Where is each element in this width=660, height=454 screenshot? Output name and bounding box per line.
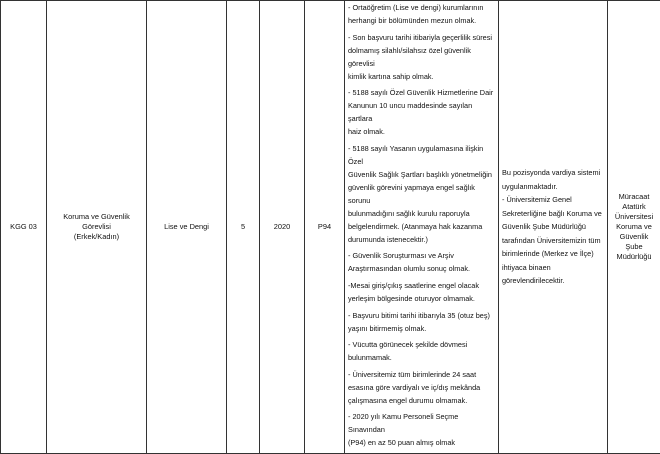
requirement-line: haiz olmak.	[348, 125, 495, 138]
note-line: Sekreterliğine bağlı Koruma ve	[502, 207, 604, 221]
requirement-item	[348, 338, 495, 364]
requirement-line: çalışmasına engel durumu olmamak.	[348, 394, 495, 407]
requirement-line: belgelendirmek. (Atanmaya hak kazanma	[348, 220, 495, 233]
requirement-line: (P94) en az 50 puan almış olmak	[348, 436, 495, 449]
requirement-item	[348, 142, 495, 246]
education-level: Lise ve Dengi	[147, 1, 227, 454]
position-code: KGG 03	[1, 1, 47, 454]
application-unit	[608, 1, 660, 454]
requirement-line: dolmamış silahlı/silahsız özel güvenlik görevlisi	[348, 44, 495, 70]
note-line: - Üniversitemiz Genel	[502, 193, 604, 207]
position-title	[47, 1, 147, 454]
note-line: Bu pozisyonda vardiya sistemi	[502, 166, 604, 180]
requirement-line: - Başvuru bitimi tarihi itibarıyla 35 (otuz beş)	[348, 309, 495, 322]
requirement-line: Kanunun 10 uncu maddesinde sayılan şartlara	[348, 99, 495, 125]
requirement-item	[348, 410, 495, 449]
note-line: birimlerinde (Merkez ve İlçe)	[502, 247, 604, 261]
application-unit-line: Koruma ve Güvenlik Şube	[611, 222, 657, 252]
requirement-line: - Ortaöğretim (Lise ve dengi) kurumlarının	[348, 1, 495, 14]
exam-score-type: P94	[305, 1, 345, 454]
requirement-item	[348, 309, 495, 335]
application-unit-line: Müdürlüğü	[611, 252, 657, 262]
requirement-line: bulunmamak.	[348, 351, 495, 364]
position-count: 5	[227, 1, 260, 454]
requirement-line: yaşını bitirmemiş olmak.	[348, 322, 495, 335]
notes-cell	[499, 1, 608, 454]
note-line: Güvenlik Şube Müdürlüğü	[502, 220, 604, 234]
requirement-line: - Üniversitemiz tüm birimlerinde 24 saat	[348, 368, 495, 381]
requirement-item	[348, 249, 495, 275]
position-title-line: Görevlisi	[50, 222, 143, 232]
note-line: uygulanmaktadır.	[502, 180, 604, 194]
application-unit-line: Müracaat Atatürk Üniversitesi	[611, 192, 657, 222]
exam-year: 2020	[260, 1, 305, 454]
requirement-line: herhangi bir bölümünden mezun olmak.	[348, 14, 495, 27]
requirement-line: - Son başvuru tarihi itibariyla geçerlilik süresi	[348, 31, 495, 44]
requirement-item	[348, 1, 495, 27]
requirements-cell	[345, 1, 499, 454]
requirement-line: - Vücutta görünecek şekilde dövmesi	[348, 338, 495, 351]
requirement-line: durumunda istenecektir.)	[348, 233, 495, 246]
requirement-line: bulunmadığını sağlık kurulu raporuyla	[348, 207, 495, 220]
note-line: ihtiyaca binaen	[502, 261, 604, 275]
requirement-line: - 5188 sayılı Yasanın uygulamasına ilişkin Özel	[348, 142, 495, 168]
requirement-item	[348, 279, 495, 305]
requirement-item	[348, 31, 495, 83]
requirement-line: Araştırmasından olumlu sonuç olmak.	[348, 262, 495, 275]
note-line: tarafından Üniversitemizin tüm	[502, 234, 604, 248]
table-row	[1, 1, 660, 454]
position-title-line: (Erkek/Kadın)	[50, 232, 143, 242]
requirement-item	[348, 86, 495, 138]
requirement-line: yerleşim bölgesinde oturuyor olmamak.	[348, 292, 495, 305]
requirement-line: - Güvenlik Soruşturması ve Arşiv	[348, 249, 495, 262]
note-line: görevlendirilecektir.	[502, 274, 604, 288]
requirement-line: - 2020 yılı Kamu Personeli Seçme Sınavından	[348, 410, 495, 436]
requirement-line: esasına göre vardiyalı ve iç/dış mekânda	[348, 381, 495, 394]
requirement-line: kimlik kartına sahip olmak.	[348, 70, 495, 83]
requirement-item	[348, 368, 495, 407]
requirement-line: güvenlik görevini yapmaya engel sağlık sorunu	[348, 181, 495, 207]
requirement-line: Güvenlik Sağlık Şartları başlıklı yönetmeliğin	[348, 168, 495, 181]
requirement-line: -Mesai giriş/çıkış saatlerine engel olacak	[348, 279, 495, 292]
requirement-line: - 5188 sayılı Özel Güvenlik Hizmetlerine Dair	[348, 86, 495, 99]
position-title-line: Koruma ve Güvenlik	[50, 212, 143, 222]
